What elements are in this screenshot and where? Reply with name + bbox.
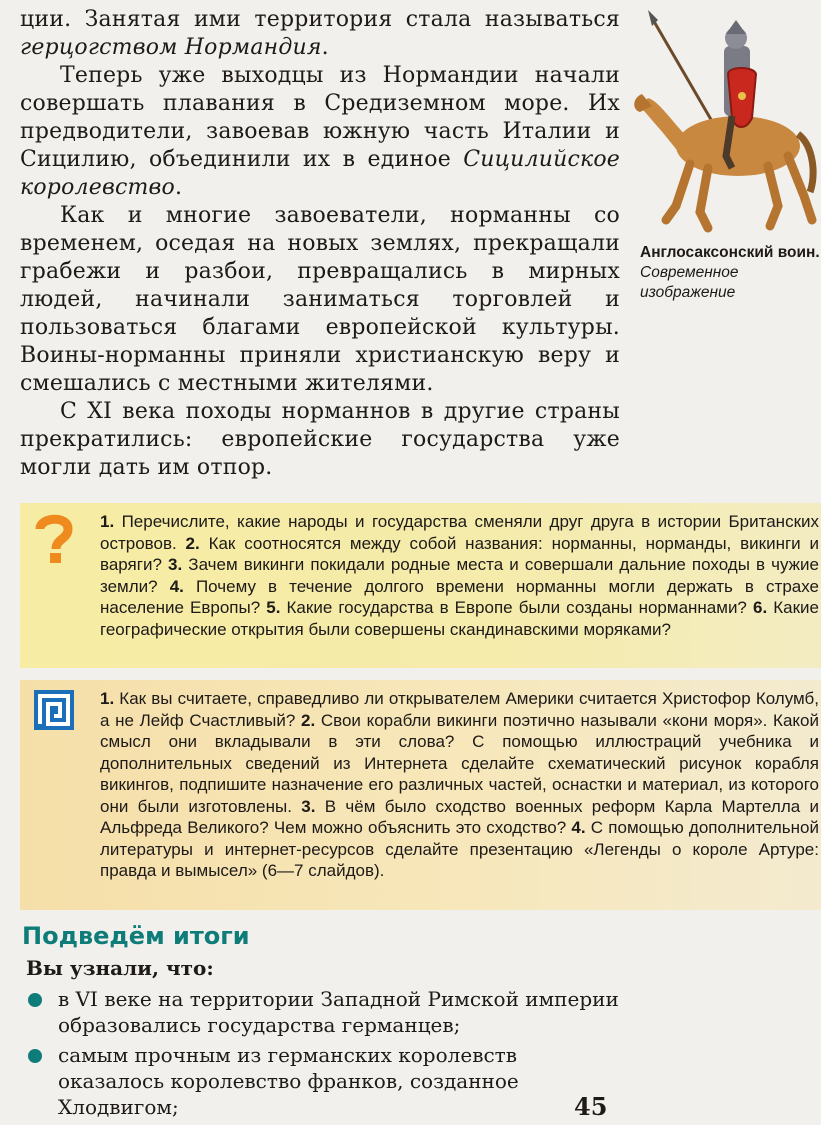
paragraph-1: ции. Занятая ими территория стала называться герцогством Нормандия. xyxy=(20,7,620,60)
questions-text: 1. Перечислите, какие народы и государства сменяли друг друга в истории Британских островов. 2. Как соотносятся между собой названия: норманны, норманды, викинги и варяги? 3. Зачем викинги покидали родные места и совершали дальние походы в чужие земли? 4. Почему в течение долгого времени норманны могли держать в страхе население Европы? 5. Какие государства в Европе были созданы норманнами? 6. Какие географические открытия были совершены скандинавскими моряками? xyxy=(100,512,820,639)
question-mark-icon xyxy=(34,513,74,565)
summary-subheading: Вы узнали, что: xyxy=(26,956,214,980)
bullet-icon xyxy=(28,993,42,1007)
paragraph-4: С XI века походы норманнов в другие страны прекратились: европейские государства уже могли дать им отпор. xyxy=(20,399,620,480)
horseman-icon xyxy=(628,6,818,236)
term-normandy: герцогством Нормандия xyxy=(20,35,322,60)
tasks-text: 1. Как вы считаете, справедливо ли открывателем Америки считается Христофор Колумб, а не Лейф Счастливый? 2. Свои корабли викинги поэтично называли «кони моря». Какой смысл они вкладывали в эти слова? С помощью иллюстраций учебника и дополнительных сведений из Интернета сделайте схематический рисунок корабля викингов, подпишите назначение его различных частей, оснастки и материал, из которого они были изготовлены. 3. В чём было сходство военных реформ Карла Мартелла и Альфреда Великого? Чем можно объяснить это сходство? 4. С помощью дополнительной литературы и интернет-ресурсов сделайте презентацию «Легенды о короле Артуре: правда и вымысел» (6—7 слайдов). xyxy=(100,689,819,880)
list-item: в VI веке на территории Западной Римской империи образовались государства германцев; xyxy=(26,986,626,1038)
summary-heading: Подведём итоги xyxy=(22,922,250,950)
page-number: 45 xyxy=(574,1092,608,1121)
questions-box xyxy=(20,503,821,668)
caption-subtitle: Современное изображение xyxy=(640,264,739,301)
warrior-illustration xyxy=(628,6,818,236)
summary-list xyxy=(26,986,626,1124)
bullet-icon xyxy=(28,1049,42,1063)
meander-icon xyxy=(34,690,74,730)
illustration-caption xyxy=(640,243,821,303)
paragraph-3: Как и многие завоеватели, норманны со временем, оседая на новых землях, прекращали грабежи и разбои, превращались в мирных людей, начинали заниматься торговлей и пользоваться благами европейской культуры. Воины-норманны приняли христианскую веру и смешались с местными жителями. xyxy=(20,203,620,396)
paragraph-2: Теперь уже выходцы из Нормандии начали совершать плавания в Средиземном море. Их предводители, завоевав южную часть Италии и Сицилию, объединили их в единое Сицилийское королевство. xyxy=(20,63,620,200)
list-item: самым прочным из германских королевств оказалось королевство франков, созданное Хлодвигом; xyxy=(26,1042,626,1120)
tasks-box xyxy=(20,680,821,910)
caption-title: Англосаксонский воин. xyxy=(640,244,820,261)
term-sicily: Сицилийское королевство xyxy=(20,147,620,200)
main-text-column xyxy=(20,6,620,482)
